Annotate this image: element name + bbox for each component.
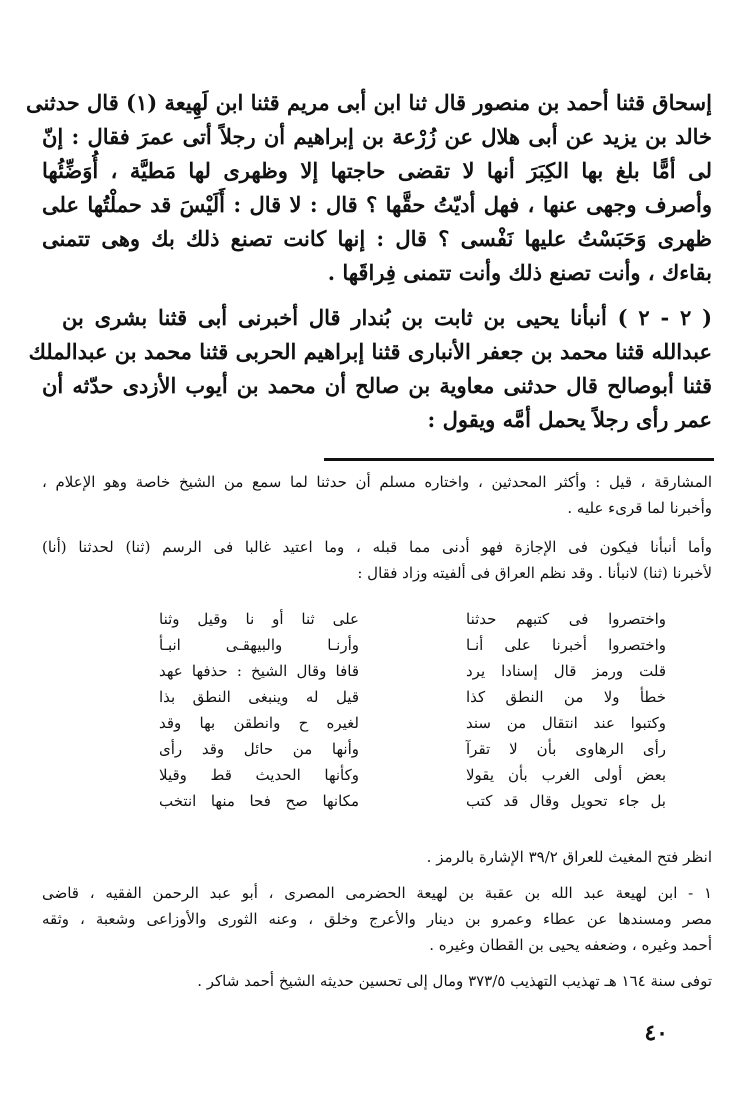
- verse-first-hemistich: قلت ورمز قال إسنادا يرد: [466, 662, 666, 680]
- verse-second-hemistich: مكانها صح فحا منها انتخب: [159, 792, 359, 810]
- main-text-line: قثنا أبوصالح قال حدثنى معاوية بن صالح أن محمد بن أيوب الأزدى حدّثه أن: [42, 373, 712, 398]
- verse-row: [0, 710, 754, 736]
- verse-first-hemistich: رأى الرهاوى بأن لا تقرآ: [466, 740, 666, 758]
- verse-row: [0, 762, 754, 788]
- verse-row: [0, 606, 754, 632]
- footnote-line: وأما أنبأنا فيكون فى الإجازة فهو أدنى مما قبله ، وما اعتيد غالبا فى الرسم (ثنا) لحدثنا (أنا): [42, 538, 712, 556]
- footnote-divider: [324, 458, 714, 461]
- footnote-line: المشارقة ، قيل : وأكثر المحدثين ، واختاره مسلم أن حدثنا لما سمع من الشيخ خاصة وهو الإعلام ،: [42, 473, 712, 491]
- verse-first-hemistich: بعض أولى الغرب بأن يقولا: [466, 766, 666, 784]
- main-text-line: عمر رأى رجلاً يحمل أمَّه ويقول :: [427, 407, 712, 432]
- verse-second-hemistich: على ثنا أو نا وقيل وثنا: [159, 610, 359, 628]
- footnote-line: ١ - ابن لهيعة عبد الله بن عقبة بن لهيعة الحضرمى المصرى ، أبو عبد الرحمن الفقيه ، قاضى: [42, 884, 712, 902]
- main-text-line: إسحاق قثنا أحمد بن منصور قال ثنا ابن أبى مريم قثنا ابن لَهِيعة (١) قال حدثنى: [26, 90, 712, 115]
- verse-row: [0, 632, 754, 658]
- verse-first-hemistich: بل جاء تحويل وقال قد كتب: [466, 792, 666, 810]
- footnote-line: توفى سنة ١٦٤ هـ تهذيب التهذيب ٣٧٣/٥ ومال إلى تحسين حديثه الشيخ أحمد شاكر .: [197, 972, 712, 990]
- verse-second-hemistich: وأرنـا والبيهقـى انبـأ: [159, 636, 359, 654]
- main-text-line: وأصرف وجهى عنها ، فهل أديّتُ حقَّها ؟ قال : لا قال : أَلَيْسَ قد حملْتُها على: [42, 192, 712, 217]
- verse-row: [0, 736, 754, 762]
- verse-first-hemistich: خطأ ولا من النطق كذا: [466, 688, 666, 706]
- main-text-line: خالد بن يزيد عن أبى هلال عن زُرْعة بن إبراهيم أن رجلاً أتى عمرَ فقال : إنّ: [42, 124, 712, 149]
- footnote-line: مصر ومسندها عن عطاء وعمرو بن دينار والأعرج وخلق ، وعنه الثورى والأوزاعى وشعبة ، وثقه: [42, 910, 712, 928]
- footnote-reference-line: انظر فتح المغيث للعراق ٣٩/٢ الإشارة بالرمز .: [426, 848, 712, 866]
- verse-second-hemistich: لغيره ح وانطقن بها وقد: [159, 714, 359, 732]
- main-text-line: لى أمًّا بلغ بها الكِبَرَ أنها لا تقضى حاجتها إلا وظهرى لها مَطيَّة ، أُوَضِّئُها: [42, 158, 712, 183]
- verse-row: [0, 788, 754, 814]
- page-number: ٤٠: [644, 1020, 668, 1046]
- verse-second-hemistich: قافا وقال الشيخ : حذفها عهد: [159, 662, 359, 680]
- hadith-number-line: ( ٢ - ٢ ) أنبأنا يحيى بن ثابت بن بُندار قال أخبرنى أبى قثنا بشرى بن: [62, 305, 713, 330]
- verse-first-hemistich: واختصروا فى كتبهم حدثنا: [466, 610, 666, 628]
- main-text-line: ظهرى وَحَبَسْتُ عليها نَفْسى ؟ قال : إنها كانت تصنع ذلك بك وهى تتمنى: [42, 226, 712, 251]
- verse-second-hemistich: قيل له وينبغى النطق بذا: [159, 688, 359, 706]
- footnote-line: أحمد وغيره ، وضعفه يحيى بن القطان وغيره .: [429, 936, 712, 954]
- main-text-line: بقاءك ، وأنت تصنع ذلك وأنت تتمنى فِراقَها .: [327, 260, 712, 285]
- verse-first-hemistich: وكتبوا عند انتقال من سند: [466, 714, 666, 732]
- footnote-line: لأخبرنا (ثنا) لانبأنا . وقد نظم العراق فى ألفيته وزاد فقال :: [357, 564, 712, 582]
- verse-row: [0, 658, 754, 684]
- footnote-line: وأخبرنا لما قرىء عليه .: [567, 499, 712, 517]
- main-text-line: عبدالله قثنا محمد بن جعفر الأنبارى قثنا إبراهيم الحربى قثنا محمد بن عبدالملك: [28, 339, 712, 364]
- verse-row: [0, 684, 754, 710]
- verse-first-hemistich: واختصروا أخبرنا على أنـا: [466, 636, 666, 654]
- verse-second-hemistich: وكأنها الحديث قط وقيلا: [159, 766, 359, 784]
- verse-second-hemistich: وأنها من حائل وقد رأى: [159, 740, 359, 758]
